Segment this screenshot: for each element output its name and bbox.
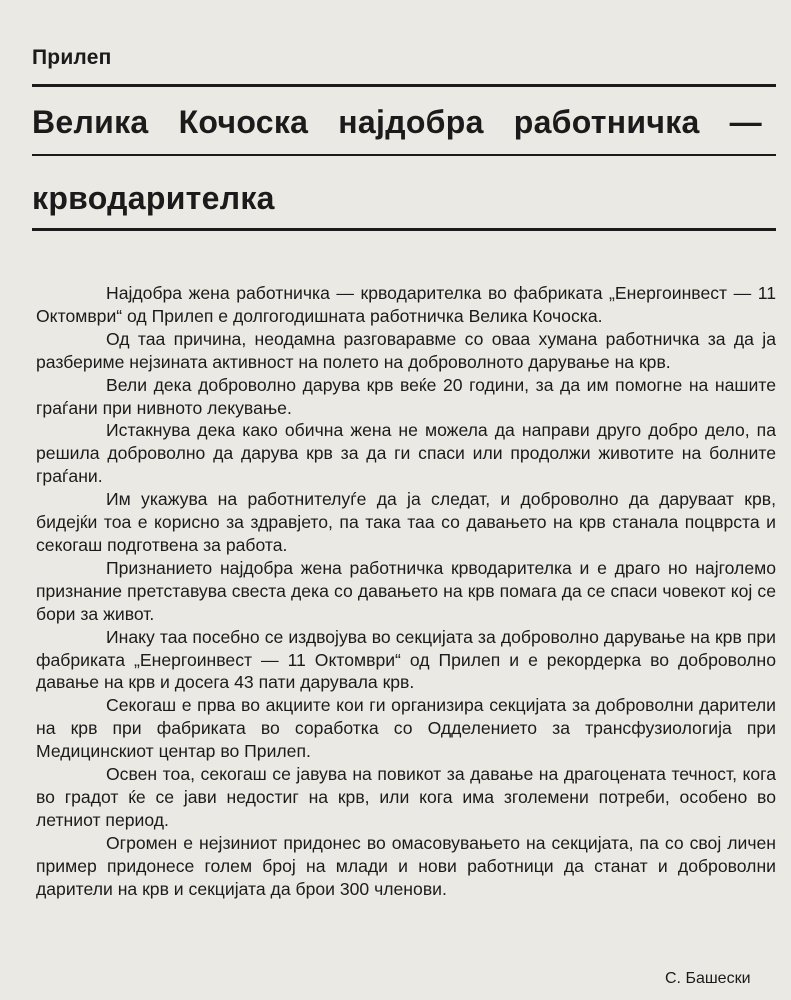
bottom-rule	[32, 228, 776, 231]
top-rule	[32, 84, 776, 87]
headline-line-1	[32, 104, 762, 141]
headline-word: работничка	[513, 104, 700, 140]
article-paragraph: Им укажува на работнителуѓе да ја следат, и доброволно да даруваат крв, бидејќи тоа е корисно за здравјето, па така таа со давањето на крв станала поцврста и секогаш подготвена за работа.	[36, 489, 776, 555]
headline-line-2: крводарителка	[32, 180, 275, 216]
article-paragraph: Инаку таа посебно се издвојува во секцијата за доброволно дарување на крв при фабриката „Енергоинвест — 11 Октомври“ од Прилеп и е рекордерка во доброволно давање на крв и досега 43 пати дарувала крв.	[36, 626, 776, 693]
article-paragraph: Најдобра жена работничка — крводарителка во фабриката „Енергоинвест — 11 Октомври“ од Прилеп е долгогодишната работничка Велика Кочоска.	[36, 283, 776, 326]
headline-word: Кочоска	[178, 104, 309, 140]
article-paragraph: Огромен е нејзиниот придонес во омасовувањето на секцијата, па со свој личен пример придонесе голем број на млади и нови работници да станат и доброволни дарители на крв и секцијата да брои 300 членови.	[36, 832, 776, 899]
article-paragraph: Секогаш е прва во акциите кои ги организира секцијата за доброволни дарители на крв при фабриката во соработка со Одделението за трансфузиологија при Медицинскиот центар во Прилеп.	[36, 695, 776, 762]
author-signature: С. Башески	[665, 970, 751, 987]
article-paragraph: Освен тоа, секогаш се јавува на повикот за давање на драгоцената течност, кога во градот ќе се јави недостиг на крв, или кога има зголемени потреби, особено во летниот период.	[36, 764, 776, 830]
headline-word: најдобра	[338, 104, 484, 140]
headline-word: Велика	[32, 104, 149, 140]
dateline-location: Прилеп	[32, 46, 112, 69]
article-paragraph: Од таа причина, неодамна разговаравме со оваа хумана работничка за да ја разбериме нејзината активност на полето на доброволното дарување на крв.	[36, 328, 776, 372]
middle-rule	[32, 154, 776, 156]
article-paragraph: Вели дека доброволно дарува крв веќе 20 години, за да им помогне на нашите граѓани при нивното лекување.	[36, 374, 776, 418]
article-paragraph: Истакнува дека како обична жена не можела да направи друго добро дело, па решила доброволно да дарува крв за да ги спаси или продолжи животите на болните граѓани.	[36, 420, 776, 487]
headline-dash: —	[729, 104, 762, 140]
article-paragraph: Признанието најдобра жена работничка крводарителка и е драго но најголемо признание претставува свеста дека со давањето на крв помага да се спаси човекот кој се бори за живот.	[36, 557, 776, 624]
article-body	[36, 282, 776, 900]
